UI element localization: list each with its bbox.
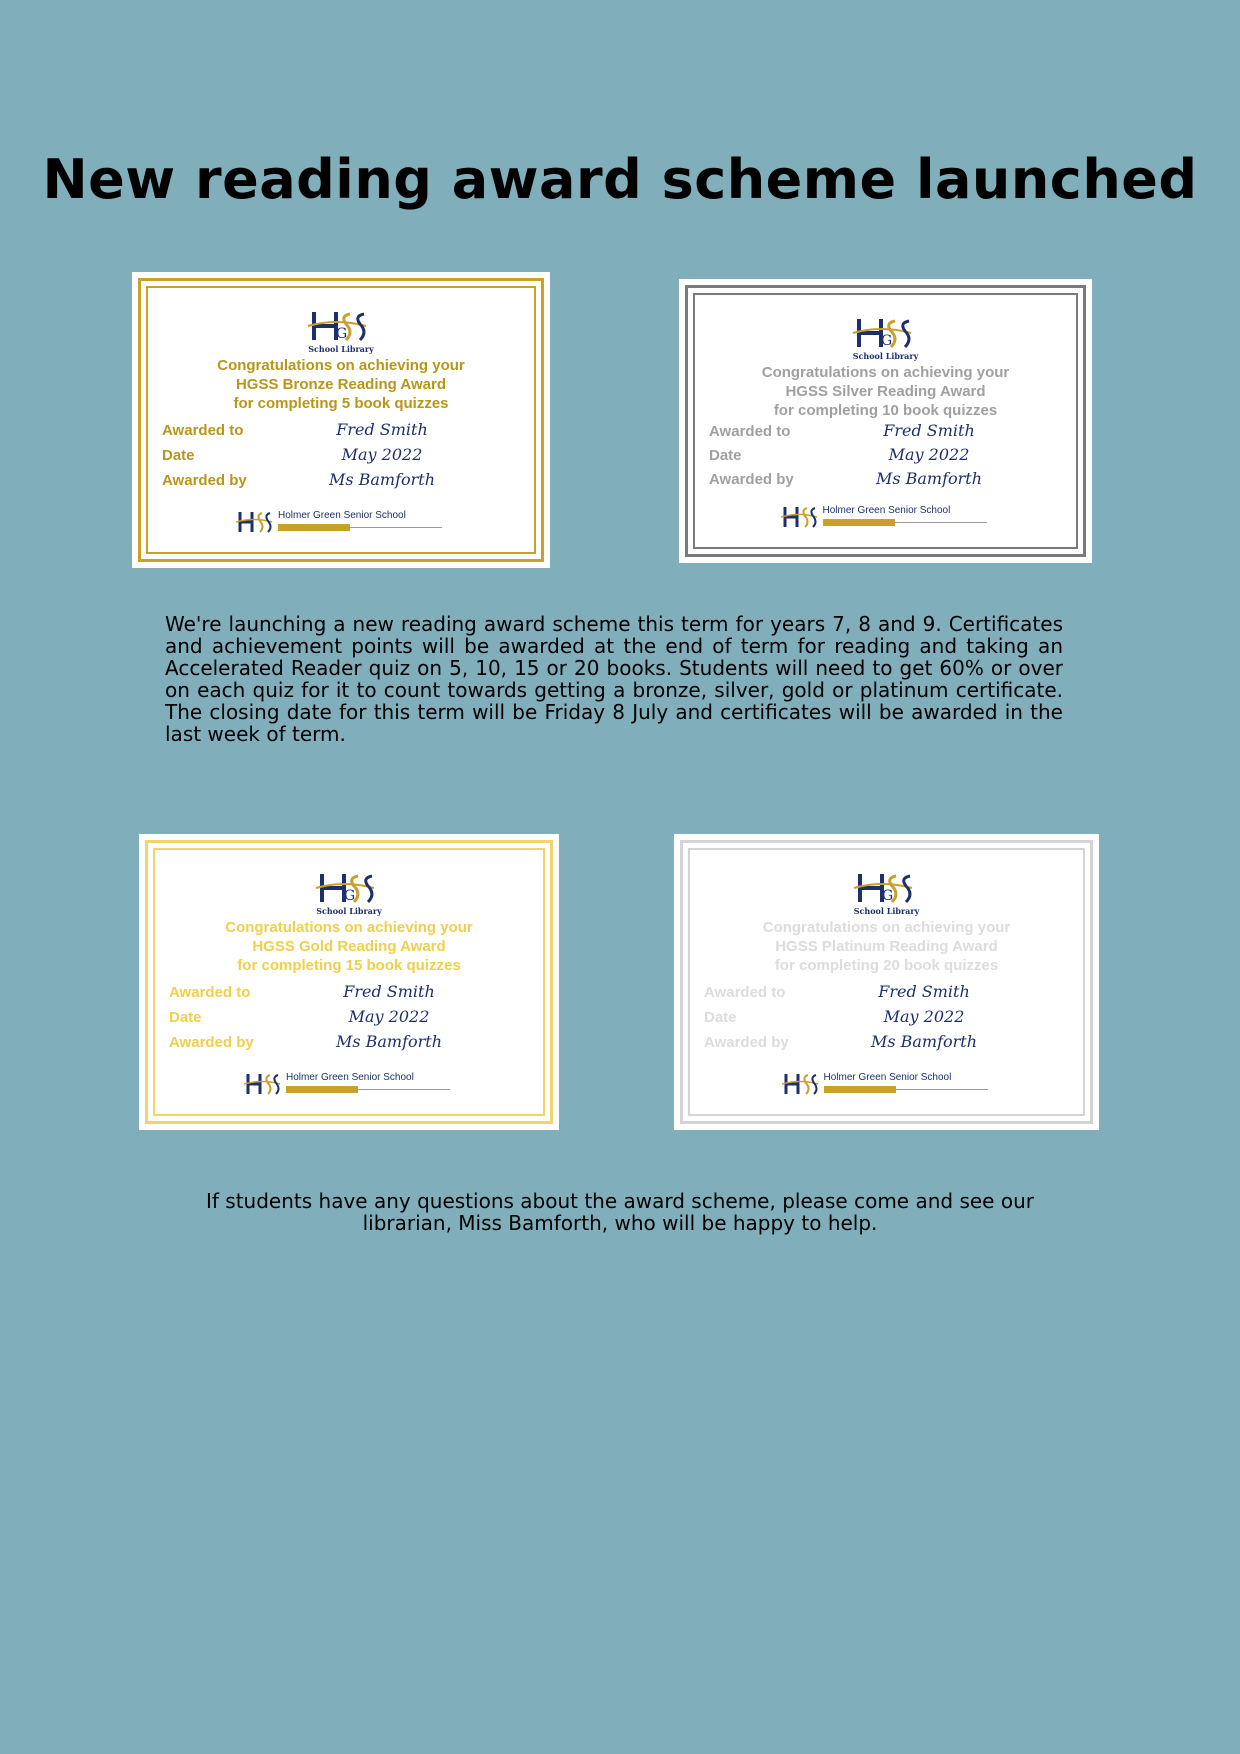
school-name: Holmer Green Senior School xyxy=(278,510,406,521)
row-awarded-by xyxy=(709,471,1062,495)
certificate-headline xyxy=(674,918,1099,975)
motto-bar xyxy=(823,519,895,526)
label-awarded-to: Awarded to xyxy=(162,422,244,439)
value-awarded-by: Ms Bamforth xyxy=(328,470,436,489)
svg-text:G: G xyxy=(881,888,893,904)
announcement-paragraph: We're launching a new reading award scheme this term for years 7, 8 and 9. Certificates and achievement points will be awarded at the end of term for reading and taking an Accelerated Reader quiz on 5, 10, 15 or 20 books. Students will need to get 60% or over on each quiz for it to count towards getting a bronze, silver, gold or platinum certificate. The closing date for this term will be Friday 8 July and certificates will be awarded in the last week of term. xyxy=(165,612,1063,746)
row-date xyxy=(162,447,520,471)
school-crest-icon xyxy=(781,503,819,531)
value-date: May 2022 xyxy=(341,445,423,464)
certificate-image-4 xyxy=(674,834,1099,1130)
school-name: Holmer Green Senior School xyxy=(822,505,951,516)
label-date: Date xyxy=(162,447,195,464)
headline-line2: HGSS Platinum Reading Award xyxy=(775,938,998,955)
headline-line3: for completing 20 book quizzes xyxy=(774,957,999,974)
value-awarded-by: Ms Bamforth xyxy=(875,469,983,488)
row-awarded-to xyxy=(169,984,529,1008)
logo-subtitle: School Library xyxy=(852,351,919,361)
school-crest-icon xyxy=(244,1070,282,1098)
motto-bar xyxy=(824,1086,896,1093)
value-date: May 2022 xyxy=(883,1007,965,1026)
footer-line xyxy=(358,1089,450,1090)
value-awarded-to: Fred Smith xyxy=(336,420,428,439)
headline-line1: Congratulations on achieving your xyxy=(761,364,1010,381)
motto-bar xyxy=(278,524,350,531)
label-awarded-by: Awarded by xyxy=(704,1034,789,1051)
value-awarded-to: Fred Smith xyxy=(878,982,970,1001)
label-awarded-to: Awarded to xyxy=(709,423,791,440)
row-awarded-by xyxy=(169,1034,529,1058)
row-awarded-to xyxy=(709,423,1062,447)
value-awarded-to: Fred Smith xyxy=(343,982,435,1001)
certificate-image-2 xyxy=(679,279,1092,563)
closing-paragraph: If students have any questions about the award scheme, please come and see our librarian, Miss Bamforth, who will be happy to help. xyxy=(206,1189,1034,1235)
row-awarded-to xyxy=(704,984,1069,1008)
hgss-logo-icon xyxy=(296,306,386,358)
row-date xyxy=(169,1009,529,1033)
school-name: Holmer Green Senior School xyxy=(823,1072,952,1083)
footer-line xyxy=(895,522,987,523)
footer-line xyxy=(350,527,442,528)
row-date xyxy=(704,1009,1069,1033)
headline-line1: Congratulations on achieving your xyxy=(762,919,1011,936)
headline-line2: HGSS Bronze Reading Award xyxy=(235,376,447,393)
value-date: May 2022 xyxy=(888,445,970,464)
certificate-footer xyxy=(781,503,991,533)
school-crest-icon xyxy=(782,1070,820,1098)
row-date xyxy=(709,447,1062,471)
headline-line2: HGSS Gold Reading Award xyxy=(252,938,446,955)
page-title: New reading award scheme launched xyxy=(42,148,1198,211)
label-awarded-to: Awarded to xyxy=(169,984,251,1001)
school-crest-icon xyxy=(236,508,274,536)
value-awarded-by: Ms Bamforth xyxy=(870,1032,978,1051)
svg-text:G: G xyxy=(344,888,356,904)
row-awarded-to xyxy=(162,422,520,446)
headline-line1: Congratulations on achieving your xyxy=(225,919,473,936)
certificate-footer xyxy=(782,1070,992,1100)
certificate-image-1 xyxy=(132,272,550,568)
svg-text:G: G xyxy=(336,326,348,342)
row-awarded-by xyxy=(162,472,520,496)
certificate-headline xyxy=(132,356,550,413)
value-awarded-by: Ms Bamforth xyxy=(335,1032,443,1051)
label-date: Date xyxy=(709,447,742,464)
label-awarded-by: Awarded by xyxy=(162,472,247,489)
logo-subtitle: School Library xyxy=(308,344,374,354)
headline-line2: HGSS Silver Reading Award xyxy=(785,383,986,400)
value-awarded-to: Fred Smith xyxy=(883,421,975,440)
certificate-footer xyxy=(244,1070,454,1100)
headline-line3: for completing 15 book quizzes xyxy=(237,957,461,974)
hgss-logo-icon xyxy=(841,313,931,365)
motto-bar xyxy=(286,1086,358,1093)
footer-line xyxy=(896,1089,988,1090)
school-name: Holmer Green Senior School xyxy=(286,1072,414,1083)
label-awarded-by: Awarded by xyxy=(169,1034,254,1051)
row-awarded-by xyxy=(704,1034,1069,1058)
label-awarded-to: Awarded to xyxy=(704,984,786,1001)
label-date: Date xyxy=(704,1009,737,1026)
headline-line3: for completing 10 book quizzes xyxy=(773,402,998,419)
headline-line3: for completing 5 book quizzes xyxy=(233,395,449,412)
logo-subtitle: School Library xyxy=(316,906,382,916)
logo-subtitle: School Library xyxy=(853,906,920,916)
certificate-image-3 xyxy=(139,834,559,1130)
certificate-footer xyxy=(236,508,446,538)
hgss-logo-icon xyxy=(304,868,394,920)
certificate-headline xyxy=(679,363,1092,420)
hgss-logo-icon xyxy=(842,868,932,920)
certificate-headline xyxy=(139,918,559,975)
label-date: Date xyxy=(169,1009,202,1026)
svg-text:G: G xyxy=(880,333,892,349)
value-date: May 2022 xyxy=(348,1007,430,1026)
headline-line1: Congratulations on achieving your xyxy=(217,357,465,374)
label-awarded-by: Awarded by xyxy=(709,471,794,488)
